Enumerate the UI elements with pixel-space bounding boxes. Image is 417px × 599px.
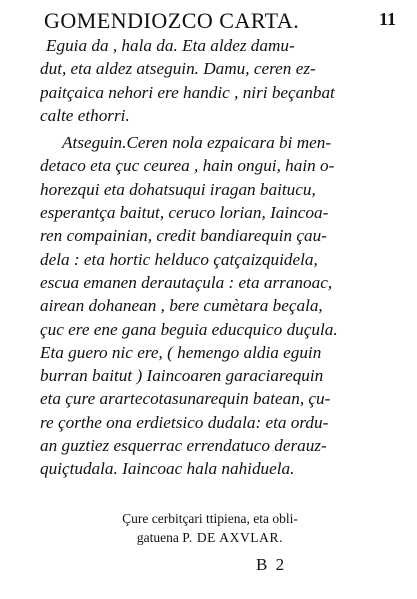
closing-salutation <box>40 509 380 547</box>
letter-body <box>40 34 396 481</box>
running-title: GOMENDIOZCO CARTA. <box>44 8 300 33</box>
text-line: quiçtudala. Iaincoac hala nahiduela. <box>40 459 295 479</box>
text-line: horezqui eta dohatsuqui iragan baitucu, <box>40 179 316 199</box>
text-line: çuc ere ene gana beguia educquico duçula. <box>40 319 338 339</box>
closing-line: Çure cerbitçari ttipiena, eta obli- <box>122 511 298 526</box>
text-line: Eguia da , hala da. Eta aldez damu- <box>46 36 295 55</box>
text-line: eta çure arartecotasunarequin batean, çu- <box>40 389 331 409</box>
text-line: burran baitut ) Iaincoaren garaciarequin <box>40 366 324 386</box>
text-line: esperantça baitut, ceruco lorian, Iaincoa- <box>40 203 329 223</box>
text-line: ren compainian, credit bandiarequin çau- <box>40 226 327 246</box>
text-line: dut, eta aldez atseguin. Damu, ceren ez- <box>40 59 316 79</box>
text-line: airean dohanean , bere cumètara beçala, <box>40 296 323 316</box>
page-number: 11 <box>378 9 396 29</box>
text-line: dela : eta hortic helduco çatçaizquidela, <box>40 249 318 269</box>
author-signature: P. DE AXVLAR. <box>182 530 284 545</box>
text-line: paitçaica nehori ere handic , niri beçanbat <box>40 82 335 102</box>
printer-signature-mark: B 2 <box>256 555 287 574</box>
text-line: Atseguin.Ceren nola ezpaicara bi men- <box>62 133 332 153</box>
closing-line <box>40 528 380 547</box>
text-line: re çorthe ona erdietsico dudala: eta ordu- <box>40 412 329 432</box>
text-line: detaco eta çuc ceurea , hain ongui, hain o- <box>40 156 335 176</box>
text-line: Eta guero nic ere, ( hemengo aldia eguin <box>40 342 322 362</box>
text-line: calte ethorri. <box>40 105 130 125</box>
text-line: an guztiez esquerrac errendatuco derauz- <box>40 436 327 456</box>
closing-word: gatuena <box>136 530 179 545</box>
page-header <box>44 8 396 36</box>
text-line: escua emanen derautaçula : eta arranoac, <box>40 272 333 292</box>
